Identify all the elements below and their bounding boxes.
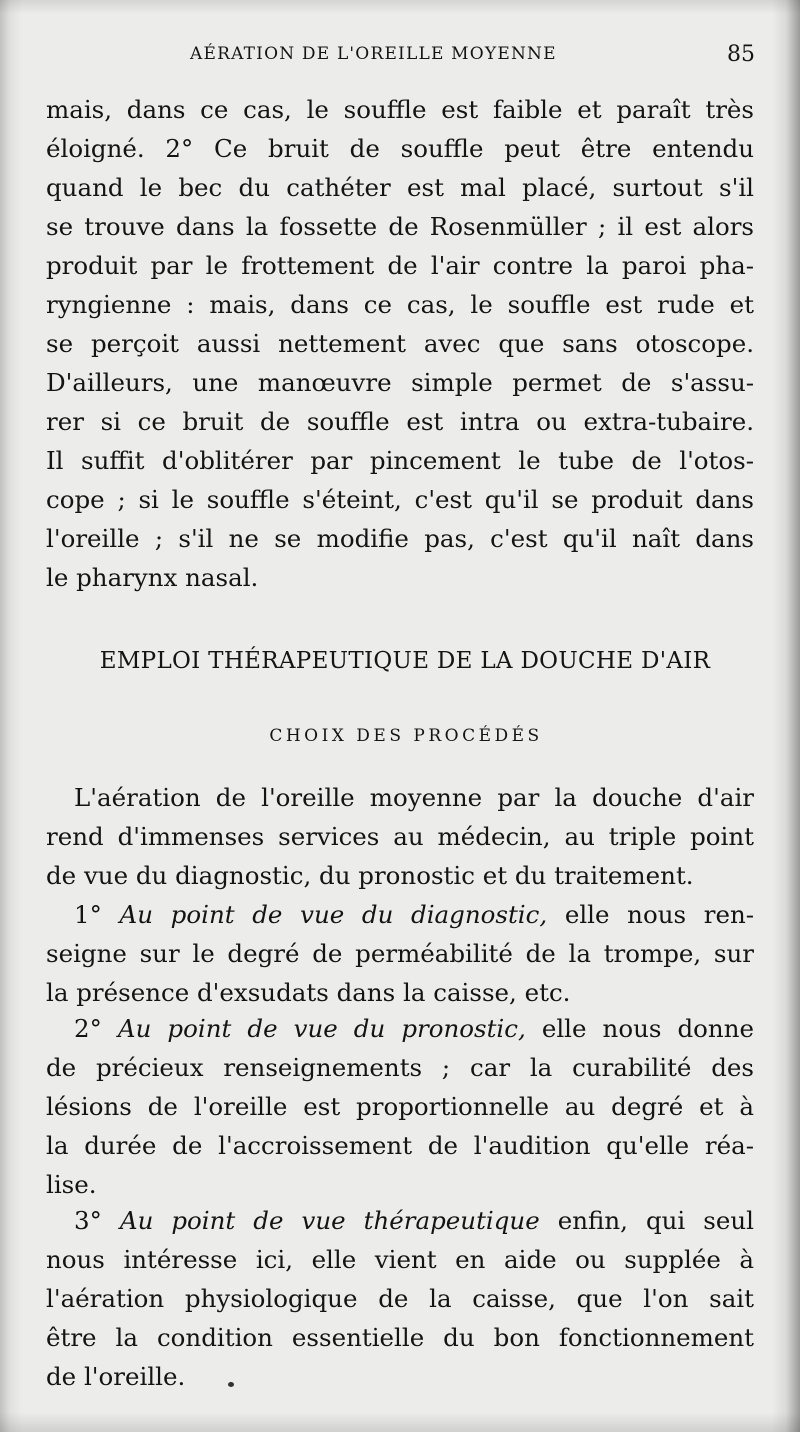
text-line	[46, 1201, 754, 1240]
page-number: 85	[727, 42, 755, 67]
text-line: la durée de l'accroissement de l'audition qu'elle réa-	[46, 1131, 754, 1160]
text-line: rer si ce bruit de souffle est intra ou extra-tubaire.	[46, 407, 754, 436]
text-line: cope ; si le souffle s'éteint, c'est qu'il se produit dans	[46, 485, 754, 514]
running-head	[0, 40, 800, 74]
point-text: elle nous donne	[541, 1014, 754, 1043]
text-line: être la condition essentielle du bon fonctionnement	[46, 1323, 754, 1352]
text-line: l'aération physiologique de la caisse, que l'on sait	[46, 1284, 754, 1313]
text-line: la présence d'exsudats dans la caisse, etc.	[46, 978, 571, 1007]
point-text: enfin, qui seul	[557, 1206, 754, 1235]
text-line: de vue du diagnostic, du pronostic et du traitement.	[46, 861, 694, 890]
point-number: 3°	[74, 1206, 102, 1235]
text-line: rend d'immenses services au médecin, au triple point	[46, 822, 754, 851]
text-line: éloigné. 2° Ce bruit de souffle peut être entendu	[46, 134, 754, 163]
point-title: Au point de vue thérapeutique	[119, 1206, 540, 1235]
text-line: l'oreille ; s'il ne se modifie pas, c'est qu'il naît dans	[46, 524, 754, 553]
point-title: Au point de vue du diagnostic,	[119, 900, 548, 929]
point-number: 2°	[74, 1014, 102, 1043]
running-title: AÉRATION DE L'OREILLE MOYENNE	[190, 44, 557, 64]
section-heading: EMPLOI THÉRAPEUTIQUE DE LA DOUCHE D'AIR	[99, 648, 711, 674]
text-line: produit par le frottement de l'air contre la paroi pha-	[46, 251, 754, 280]
text-line: nous intéresse ici, elle vient en aide ou supplée à	[46, 1245, 754, 1274]
point-title: Au point de vue du pronostic,	[117, 1014, 526, 1043]
section-subheading: CHOIX DES PROCÉDÉS	[269, 726, 543, 746]
point-1-paragraph	[46, 895, 754, 1012]
text-line	[46, 895, 754, 934]
text-line: de précieux renseignements ; car la curabilité des	[46, 1053, 754, 1082]
point-text: elle nous ren-	[564, 900, 754, 929]
text-line: de l'oreille.	[46, 1362, 186, 1391]
ink-speck	[228, 1382, 234, 1387]
text-line: le pharynx nasal.	[46, 563, 259, 592]
text-line: D'ailleurs, une manœuvre simple permet de s'assu-	[46, 368, 754, 397]
intro-paragraph	[46, 778, 754, 895]
paragraph-top	[46, 90, 754, 597]
text-line: Il suffit d'oblitérer par pincement le tube de l'otos-	[46, 446, 754, 475]
point-number: 1°	[74, 900, 102, 929]
text-line: lise.	[46, 1170, 97, 1199]
point-3-paragraph	[46, 1201, 754, 1396]
point-2-paragraph	[46, 1009, 754, 1204]
text-line	[46, 1009, 754, 1048]
text-line: seigne sur le degré de perméabilité de la trompe, sur	[46, 939, 754, 968]
text-line: lésions de l'oreille est proportionnelle au degré et à	[46, 1092, 754, 1121]
text-line: se perçoit aussi nettement avec que sans otoscope.	[46, 329, 754, 358]
text-line: L'aération de l'oreille moyenne par la douche d'air	[74, 783, 754, 812]
text-line: quand le bec du cathéter est mal placé, surtout s'il	[46, 173, 754, 202]
text-line: se trouve dans la fossette de Rosenmüller ; il est alors	[46, 212, 754, 241]
text-line: ryngienne : mais, dans ce cas, le souffle est rude et	[46, 290, 754, 319]
text-line: mais, dans ce cas, le souffle est faible et paraît très	[46, 95, 754, 124]
